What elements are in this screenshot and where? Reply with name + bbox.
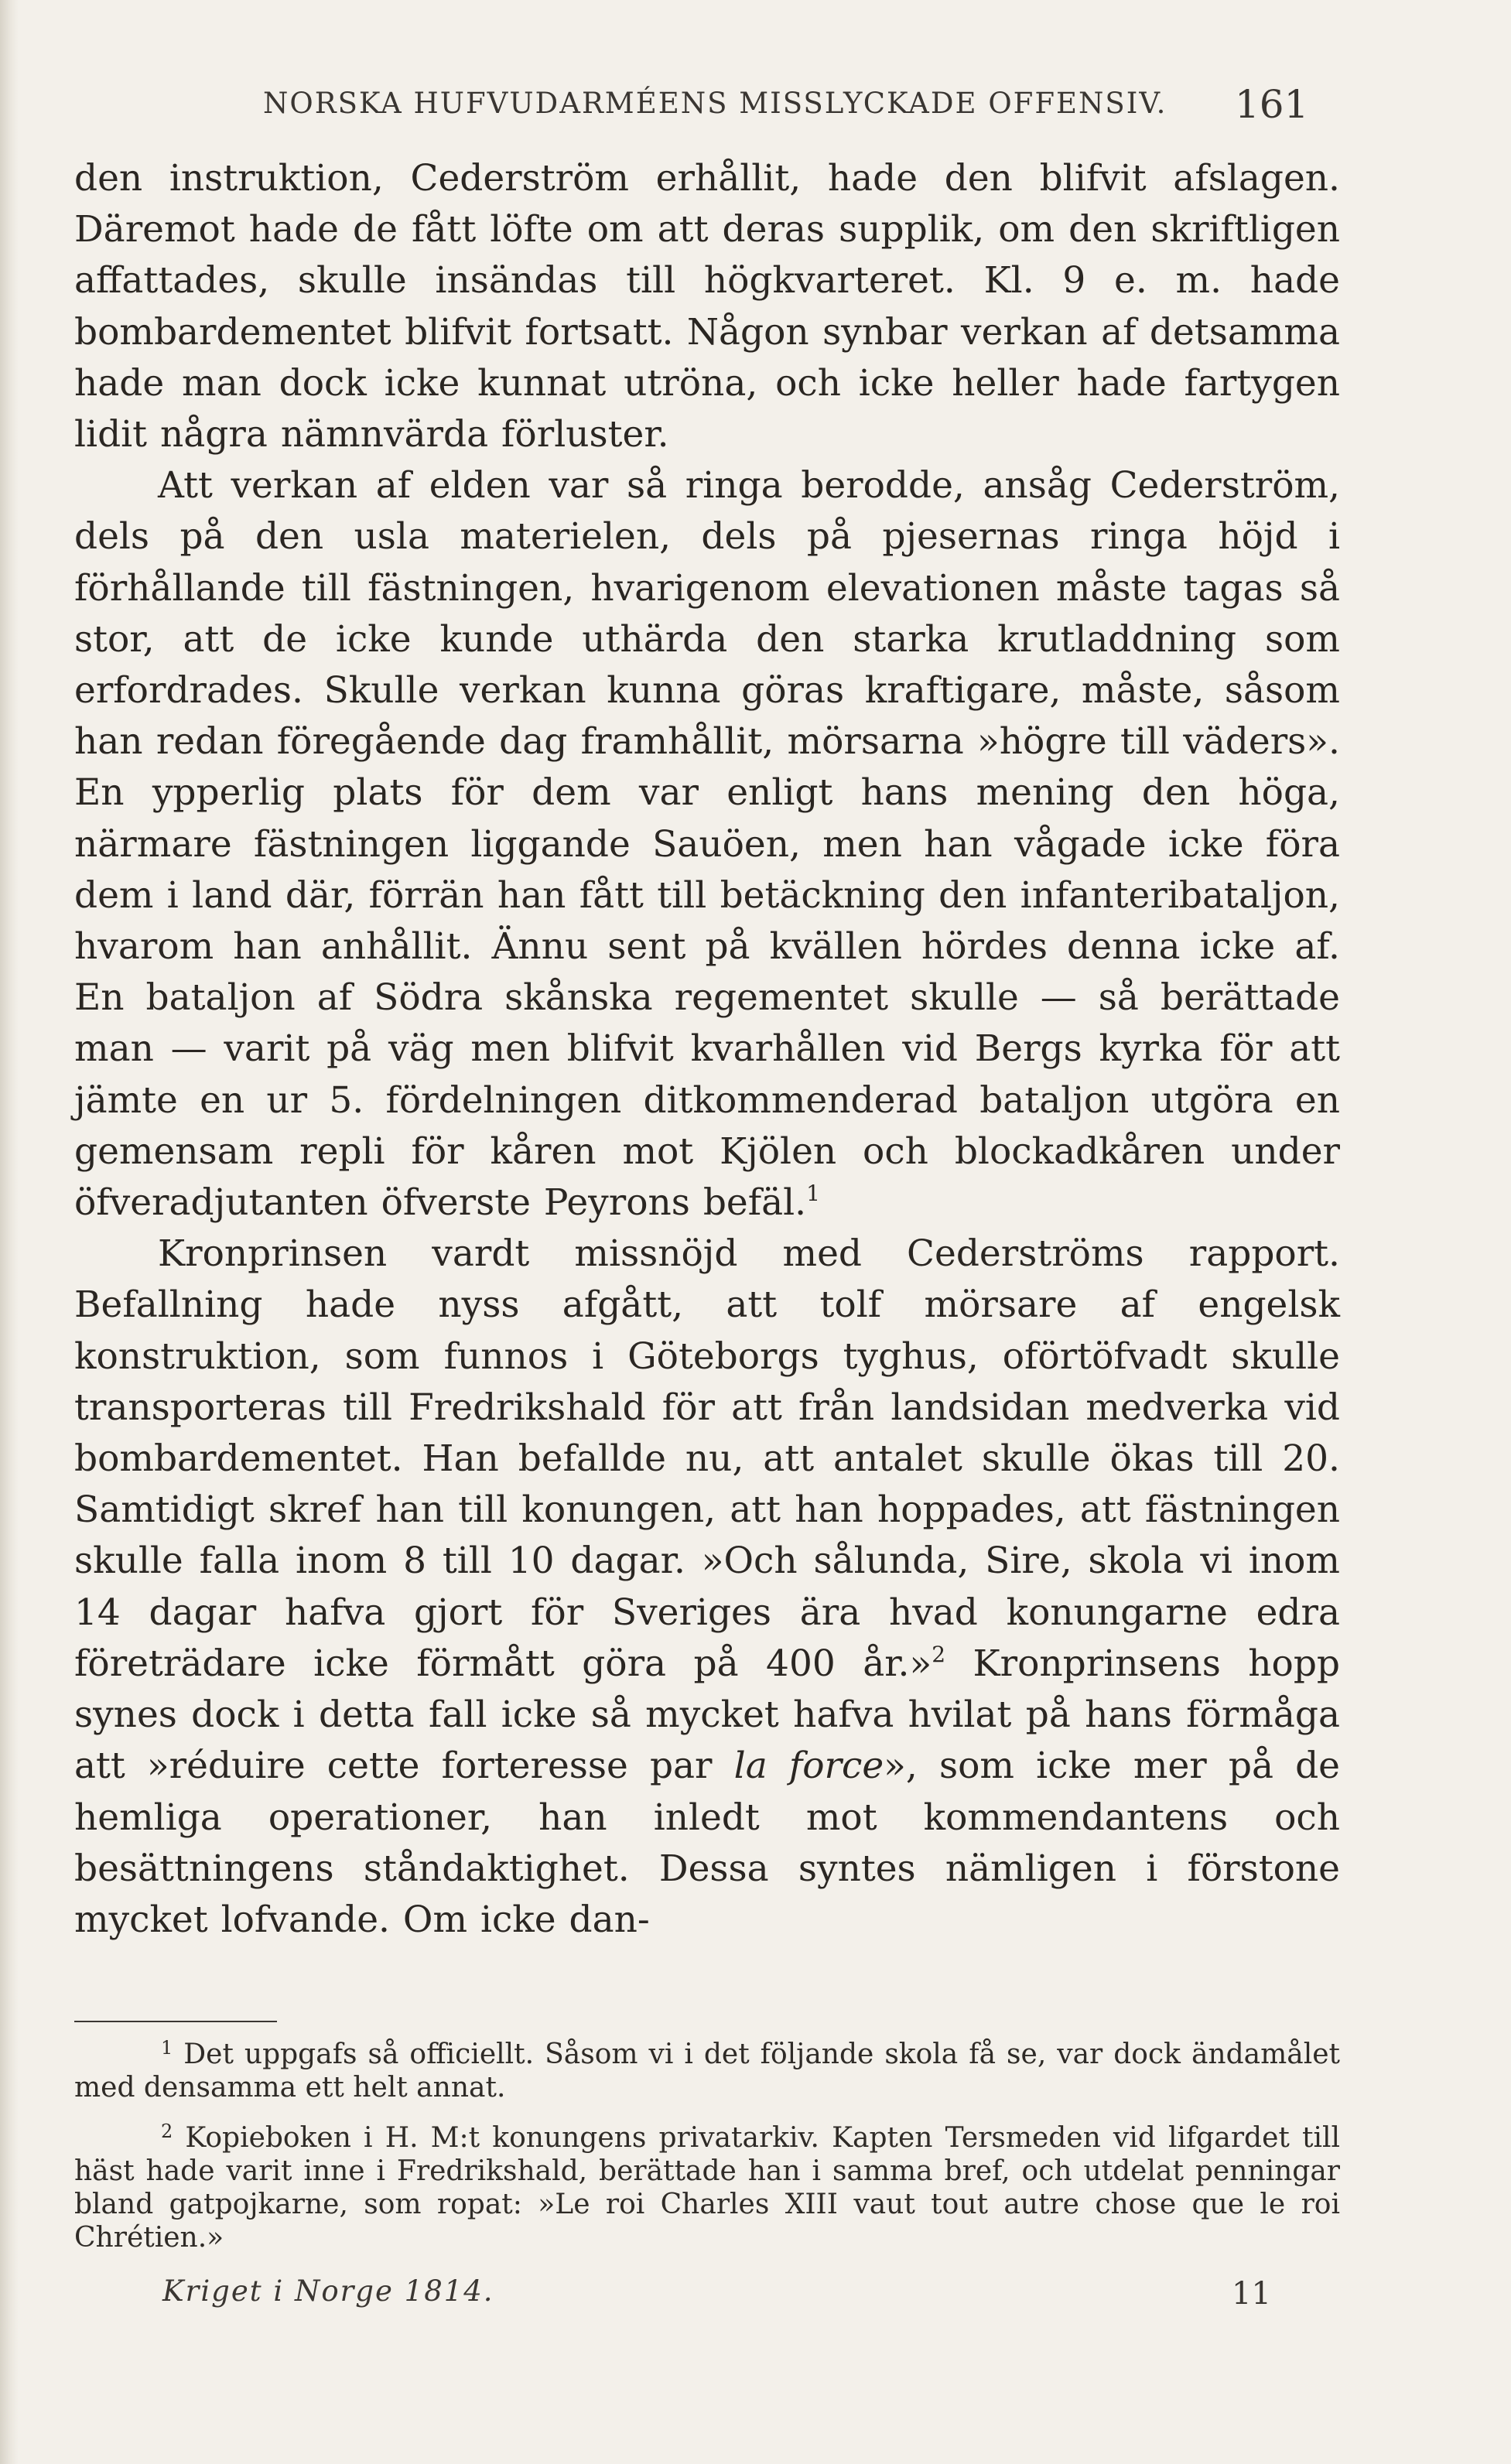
page-edge	[0, 0, 19, 2464]
footnote-1	[74, 2038, 1340, 2104]
footnotes	[74, 2038, 1340, 2271]
footnote-2	[74, 2121, 1340, 2254]
paragraph-2-text: Att verkan af elden var så ringa berodde, ansåg Cederström, dels på den usla materielen, dels på pjesernas ringa höjd i förhållande till fästningen, hvarigenom elevationen måste tagas så stor, att de icke kunde uthärda den starka krutladdning som erfordrades. Skulle verkan kunna göras kraftigare, måste, såsom han redan föregående dag framhållit, mörsarna »högre till väders». En ypperlig plats för dem var enligt hans mening den höga, närmare fästningen liggande Sauöen, men han vågade icke föra dem i land där, förrän han fått till betäckning den infanteribataljon, hvarom han anhållit. Ännu sent på kvällen hördes denna icke af. En bataljon af Södra skånska regementet skulle — så berättade man — varit på väg men blifvit kvarhållen vid Bergs kyrka för att jämte en ur 5. fördelningen ditkommenderad bataljon utgöra en gemensam repli för kåren mot Kjölen och blockadkåren under öfveradjutanten öfverste Peyrons befäl.	[74, 464, 1340, 1225]
paragraph-2	[74, 460, 1340, 1229]
body-text	[74, 153, 1340, 1946]
footnote-ref-1: 1	[806, 1181, 820, 1207]
paragraph-3	[74, 1229, 1340, 1946]
footnote-ref-2: 2	[932, 1641, 946, 1667]
footnote-1-mark: 1	[161, 2037, 173, 2059]
paragraph-3-text-b: Kronprinsens hopp synes dock i detta fall icke så mycket hafva hvilat på hans förmåga att »réduire cette forteresse par	[74, 1642, 1340, 1788]
footer-sheet-number: 11	[1232, 2276, 1271, 2312]
running-header: NORSKA HUFVUDARMÉENS MISSLYCKADE OFFENSIV.	[263, 87, 1167, 120]
footnote-1-text: Det uppgafs så officiellt. Såsom vi i det följande skola få se, var dock ändamålet med densamma ett helt annat.	[74, 2039, 1340, 2103]
page-number: 161	[1235, 82, 1309, 127]
footnote-rule	[74, 2021, 277, 2022]
paragraph-3-text-c: », som icke mer på de hemliga operationer, han inledt mot kommendantens och besättningens ståndaktighet. Dessa syntes nämligen i förstone mycket lofvande. Om icke dan-	[74, 1745, 1340, 1941]
paragraph-1: den instruktion, Cederström erhållit, hade den blifvit afslagen. Däremot hade de fått löfte om att deras supplik, om den skriftligen affattades, skulle insändas till högkvarteret. Kl. 9 e. m. hade bombardementet blifvit fortsatt. Någon synbar verkan af detsamma hade man dock icke kunnat utröna, och icke heller hade fartygen lidit några nämnvärda förluster.	[74, 157, 1340, 456]
paragraph-3-text-a: Kronprinsen vardt missnöjd med Cederströms rapport. Befallning hade nyss afgått, att tolf mörsare af engelsk konstruktion, som funnos i Göteborgs tyghus, oförtöfvadt skulle transporteras till Fredrikshald för att från landsidan medverka vid bombardementet. Han befallde nu, att antalet skulle ökas till 20. Samtidigt skref han till konungen, att han hoppades, att fästningen skulle falla inom 8 till 10 dagar. »Och sålunda, Sire, skola vi inom 14 dagar hafva gjort för Sveriges ära hvad konungarne edra företrädare icke förmått göra på 400 år.»	[74, 1232, 1340, 1685]
footnote-2-mark: 2	[161, 2121, 173, 2142]
paragraph-3-italic: la force	[733, 1745, 884, 1788]
footnote-2-text: Kopieboken i H. M:t konungens privatarkiv. Kapten Tersmeden vid lifgardet till häst hade varit inne i Fredrikshald, berättade han i samma bref, och utdelat penningar bland gatpojkarne, som ropat: »Le roi Charles XIII vaut tout autre chose que le roi Chrétien.»	[74, 2122, 1340, 2254]
footer-signature: Kriget i Norge 1814.	[162, 2274, 494, 2308]
